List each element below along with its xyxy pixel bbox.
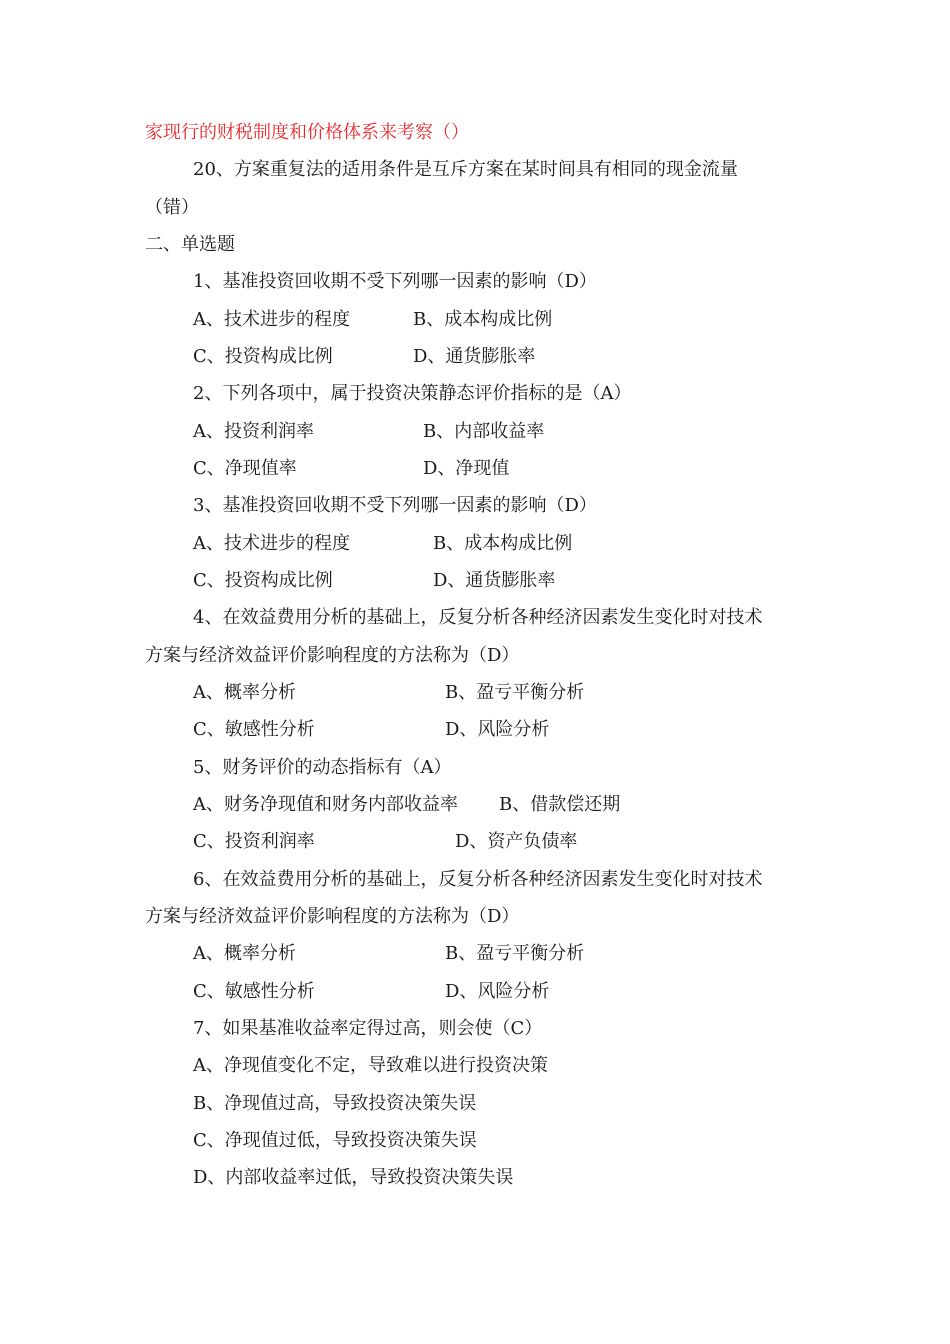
q7-option-c: C、净现值过低，导致投资决策失误 xyxy=(193,1130,477,1151)
q3-stem: 3、基准投资回收期不受下列哪一因素的影响（D） xyxy=(193,495,597,516)
q1-option-c: C、投资构成比例 xyxy=(193,346,333,367)
q2-option-d: D、净现值 xyxy=(423,458,510,479)
q7-option-b: B、净现值过高，导致投资决策失误 xyxy=(193,1093,477,1114)
q6-option-b: B、盈亏平衡分析 xyxy=(445,943,585,964)
q2-stem: 2、下列各项中，属于投资决策静态评价指标的是（A） xyxy=(193,383,632,404)
q6-option-c: C、敏感性分析 xyxy=(193,981,315,1002)
q3-option-a: A、技术进步的程度 xyxy=(193,533,350,554)
q6-stem-line1: 6、在效益费用分析的基础上，反复分析各种经济因素发生变化时对技术 xyxy=(193,869,763,890)
q2-option-a: A、投资利润率 xyxy=(193,421,314,442)
q4-option-d: D、风险分析 xyxy=(445,719,550,740)
q1-option-d: D、通货膨胀率 xyxy=(413,346,536,367)
q3-option-b: B、成本构成比例 xyxy=(433,533,573,554)
q5-option-d: D、资产负债率 xyxy=(455,831,578,852)
q5-option-b: B、借款偿还期 xyxy=(499,794,621,815)
section-title: 二、单选题 xyxy=(145,234,235,255)
q7-option-a: A、净现值变化不定，导致难以进行投资决策 xyxy=(193,1055,548,1076)
q4-stem-line1: 4、在效益费用分析的基础上，反复分析各种经济因素发生变化时对技术 xyxy=(193,607,763,628)
q20-line1: 20、方案重复法的适用条件是互斥方案在某时间具有相同的现金流量 xyxy=(193,159,738,180)
q7-option-d: D、内部收益率过低，导致投资决策失误 xyxy=(193,1167,514,1188)
q4-option-b: B、盈亏平衡分析 xyxy=(445,682,585,703)
q4-option-c: C、敏感性分析 xyxy=(193,719,315,740)
q4-option-a: A、概率分析 xyxy=(193,682,296,703)
q20-line2: （错） xyxy=(145,197,199,218)
q3-option-c: C、投资构成比例 xyxy=(193,570,333,591)
q5-option-c: C、投资利润率 xyxy=(193,831,315,852)
q6-stem-line2: 方案与经济效益评价影响程度的方法称为（D） xyxy=(145,906,520,927)
q7-stem: 7、如果基准收益率定得过高，则会使（C） xyxy=(193,1018,543,1039)
q1-option-a: A、技术进步的程度 xyxy=(193,309,350,330)
continuation-line: 家现行的财税制度和价格体系来考察（） xyxy=(145,122,469,143)
q4-stem-line2: 方案与经济效益评价影响程度的方法称为（D） xyxy=(145,645,520,666)
q6-option-a: A、概率分析 xyxy=(193,943,296,964)
q5-stem: 5、财务评价的动态指标有（A） xyxy=(193,757,452,778)
q3-option-d: D、通货膨胀率 xyxy=(433,570,556,591)
q2-option-c: C、净现值率 xyxy=(193,458,297,479)
q1-stem: 1、基准投资回收期不受下列哪一因素的影响（D） xyxy=(193,271,597,292)
q2-option-b: B、内部收益率 xyxy=(423,421,545,442)
q5-option-a: A、财务净现值和财务内部收益率 xyxy=(193,794,458,815)
q6-option-d: D、风险分析 xyxy=(445,981,550,1002)
q1-option-b: B、成本构成比例 xyxy=(413,309,553,330)
